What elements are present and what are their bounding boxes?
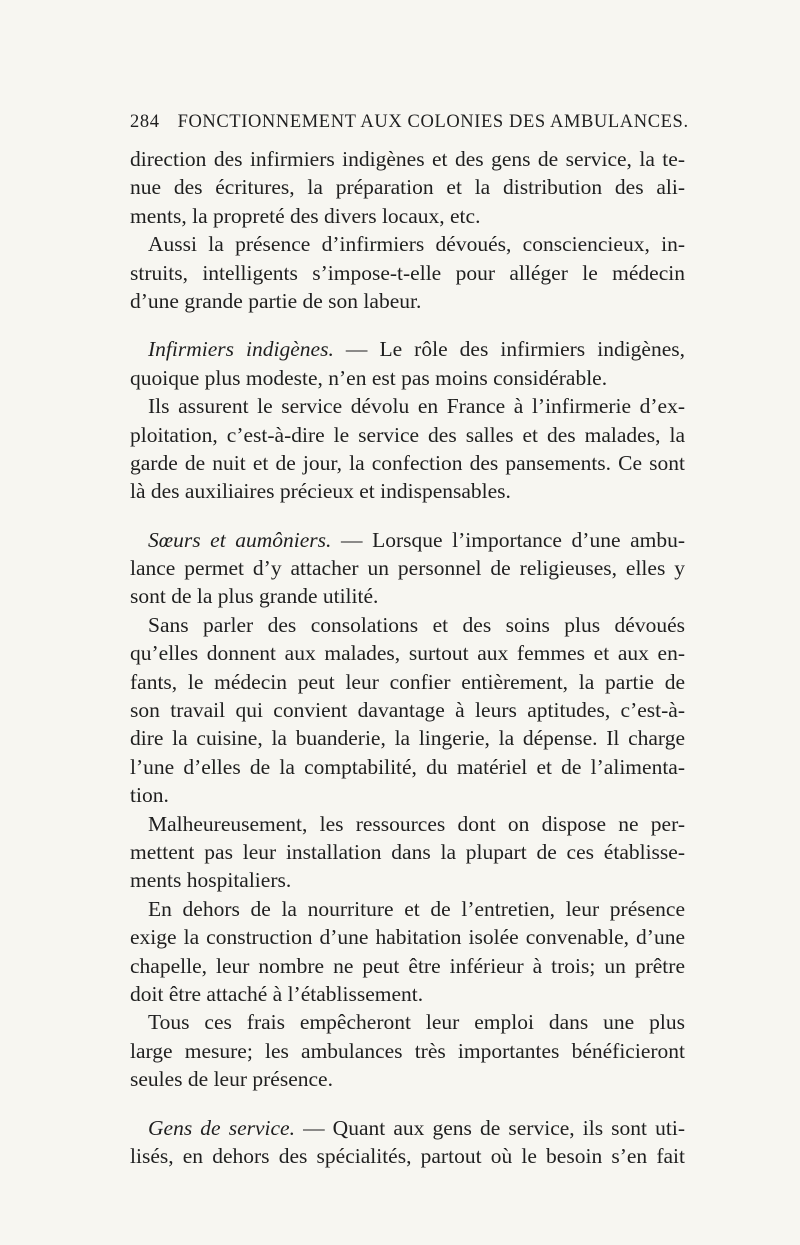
- line-text: Aussi la présence d’infirmiers dévoués, consciencieux, in-: [148, 232, 685, 257]
- text-line: [130, 838, 685, 866]
- text-line: [130, 145, 685, 173]
- line-text: chapelle, leur nombre ne peut être inférieur à trois; un prêtre: [130, 953, 685, 978]
- line-text: seules de leur présence.: [130, 1067, 333, 1092]
- line-text: ments, la propreté des divers locaux, etc.: [130, 203, 481, 228]
- line-text: exige la construction d’une habitation isolée convenable, d’une: [130, 925, 685, 950]
- text-line: [130, 696, 685, 724]
- line-text: direction des infirmiers indigènes et des gens de service, la te-: [130, 147, 685, 171]
- text-line: [130, 611, 685, 639]
- text-line: [130, 1065, 685, 1093]
- running-title: FONCTIONNEMENT AUX COLONIES DES AMBULANCES.: [177, 112, 689, 132]
- line-text: d’une grande partie de son labeur.: [130, 288, 422, 313]
- line-text: struits, intelligents s’impose-t-elle pour alléger le médecin: [130, 260, 685, 285]
- line-text: nue des écritures, la préparation et la distribution des ali-: [130, 175, 685, 200]
- line-text: tion.: [130, 783, 169, 808]
- text-line: [130, 477, 685, 505]
- text-line: [130, 923, 685, 951]
- text-line: [130, 449, 685, 477]
- line-text: son travail qui convient davantage à leurs aptitudes, c’est-à-: [130, 698, 685, 723]
- text-line: [130, 582, 685, 610]
- line-text: Sans parler des consolations et des soins plus dévoués: [148, 612, 685, 637]
- section-heading: Sœurs et aumôniers.: [148, 527, 332, 552]
- line-text: — Lorsque l’importance d’une ambu-: [331, 527, 686, 552]
- line-text: Tous ces frais empêcheront leur emploi dans une plus: [148, 1010, 685, 1035]
- text-line: [130, 810, 685, 838]
- text-line: [130, 173, 685, 201]
- text-line: [130, 753, 685, 781]
- book-page: [130, 112, 689, 1170]
- line-text: fants, le médecin peut leur confier entièrement, la partie de: [130, 669, 685, 694]
- paragraph-gap: [130, 315, 685, 335]
- body-text: [130, 145, 685, 1170]
- text-line: [130, 259, 685, 287]
- text-line: [130, 668, 685, 696]
- text-line: [130, 952, 685, 980]
- line-text: dire la cuisine, la buanderie, la lingerie, la dépense. Il charge: [130, 726, 685, 751]
- line-text: mettent pas leur installation dans la plupart de ces établisse-: [130, 839, 685, 864]
- line-text: qu’elles donnent aux malades, surtout aux femmes et aux en-: [130, 641, 685, 666]
- paragraph-gap: [130, 506, 685, 526]
- line-text: ploitation, c’est-à-dire le service des salles et des malades, la: [130, 422, 685, 447]
- section-heading: Gens de service.: [148, 1115, 295, 1140]
- line-text: ments hospitaliers.: [130, 868, 292, 893]
- line-text: là des auxiliaires précieux et indispensables.: [130, 479, 511, 504]
- paragraph-gap: [130, 1094, 685, 1114]
- text-line: [130, 287, 685, 315]
- text-line: [130, 526, 685, 554]
- text-line: [130, 1114, 685, 1142]
- text-line: [130, 364, 685, 392]
- text-line: [130, 639, 685, 667]
- line-text: En dehors de la nourriture et de l’entretien, leur présence: [148, 896, 685, 921]
- line-text: Ils assurent le service dévolu en France à l’infirmerie d’ex-: [148, 394, 685, 419]
- running-header: [130, 112, 689, 133]
- line-text: — Quant aux gens de service, ils sont uti-: [294, 1115, 685, 1140]
- text-line: [130, 1142, 685, 1170]
- line-text: — Le rôle des infirmiers indigènes,: [333, 337, 685, 362]
- line-text: Malheureusement, les ressources dont on dispose ne per-: [148, 811, 685, 836]
- section-heading: Infirmiers indigènes.: [148, 337, 334, 362]
- text-line: [130, 980, 685, 1008]
- line-text: sont de la plus grande utilité.: [130, 584, 379, 609]
- line-text: lisés, en dehors des spécialités, partout où le besoin s’en fait: [130, 1143, 685, 1168]
- line-text: lance permet d’y attacher un personnel de religieuses, elles y: [130, 556, 685, 581]
- text-line: [130, 781, 685, 809]
- line-text: large mesure; les ambulances très importantes bénéficieront: [130, 1038, 685, 1063]
- text-line: [130, 392, 685, 420]
- line-text: garde de nuit et de jour, la confection des pansements. Ce sont: [130, 450, 685, 475]
- text-line: [130, 1037, 685, 1065]
- page-number: 284: [130, 112, 160, 132]
- line-text: quoique plus modeste, n’en est pas moins considérable.: [130, 365, 608, 390]
- text-line: [130, 335, 685, 363]
- text-line: [130, 421, 685, 449]
- text-line: [130, 895, 685, 923]
- line-text: l’une d’elles de la comptabilité, du matériel et de l’alimenta-: [130, 754, 685, 779]
- text-line: [130, 202, 685, 230]
- line-text: doit être attaché à l’établissement.: [130, 981, 424, 1006]
- text-line: [130, 1008, 685, 1036]
- text-line: [130, 554, 685, 582]
- text-line: [130, 724, 685, 752]
- text-line: [130, 866, 685, 894]
- text-line: [130, 230, 685, 258]
